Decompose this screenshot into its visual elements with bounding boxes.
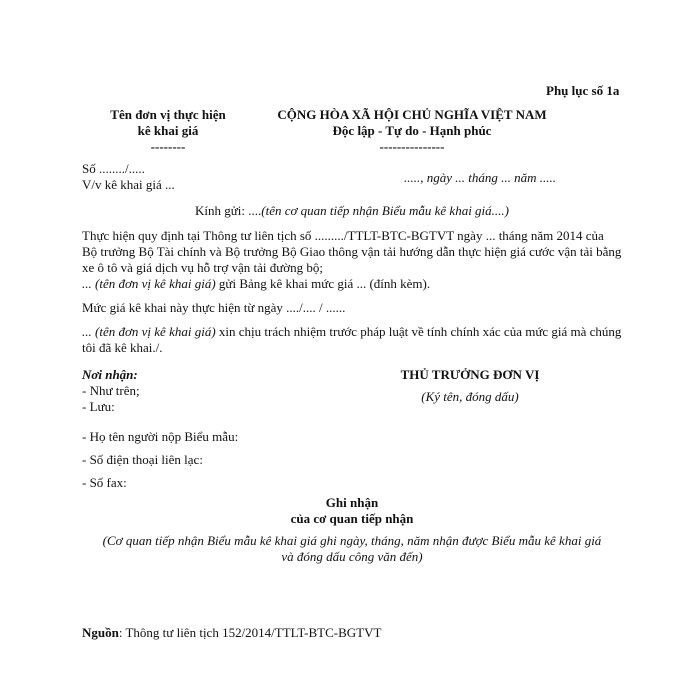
source-text: : Thông tư liên tịch 152/2014/TTLT-BTC-BGTVT (118, 625, 382, 640)
source-line (82, 625, 381, 641)
appendix-label: Phụ lục số 1a (546, 83, 620, 98)
receipt-subtitle: của cơ quan tiếp nhận (290, 511, 414, 526)
receipt-note-line1: (Cơ quan tiếp nhận Biểu mẫu kê khai giá ghi ngày, tháng, năm nhận được Biểu mẫu kê khai giá (102, 533, 602, 548)
recipient-item: - Như trên; (82, 383, 140, 398)
body-paragraph-4-text: xin chịu trách nhiệm trước pháp luật về tính chính xác của mức giá mà chúng tôi đã kê khai./. (82, 324, 622, 355)
document-subject: V/v kê khai giá ... (82, 177, 175, 192)
unit-name-line2: kê khai giá (137, 123, 199, 138)
salutation (82, 203, 622, 219)
recipients-title: Nơi nhận: (82, 367, 138, 382)
recipient-item: - Lưu: (82, 399, 115, 414)
unit-name-line1: Tên đơn vị thực hiện (110, 107, 226, 122)
body-paragraph-2-text: gửi Bảng kê khai mức giá ... (đính kèm). (215, 276, 431, 291)
signature-note: (Ký tên, đóng dấu) (421, 389, 519, 404)
signature-title: THỦ TRƯỞNG ĐƠN VỊ (400, 367, 540, 382)
unit-rule: -------- (150, 139, 186, 154)
salutation-prefix: Kính gửi: .... (194, 203, 262, 218)
body-paragraph-2 (82, 276, 622, 292)
republic-rule: --------------- (379, 139, 445, 154)
receipt-note-line2: và đóng dấu công văn đến) (281, 549, 423, 564)
submitter-phone: - Số điện thoại liên lạc: (82, 452, 203, 467)
body-paragraph-3: Mức giá kê khai này thực hiện từ ngày ..../.... / ...... (82, 300, 346, 315)
place-date-line: ....., ngày ... tháng ... năm ..... (404, 170, 557, 185)
republic-motto: Độc lập - Tự do - Hạnh phúc (332, 123, 492, 138)
submitter-name: - Họ tên người nộp Biểu mẫu: (82, 429, 239, 444)
salutation-recipient: (tên cơ quan tiếp nhận Biểu mẫu kê khai giá....) (261, 203, 510, 218)
source-label: Nguồn (82, 625, 119, 640)
submitter-fax: - Số fax: (82, 475, 127, 490)
unit-placeholder: ... (tên đơn vị kê khai giá) (82, 324, 216, 339)
receipt-title: Ghi nhận (325, 495, 379, 510)
unit-placeholder: ... (tên đơn vị kê khai giá) (82, 276, 216, 291)
body-paragraph-1: Thực hiện quy định tại Thông tư liên tịch số ........./TTLT-BTC-BGTVT ngày ... tháng năm 2014 của Bộ trưởng Bộ Tài chính và Bộ trưởng Bộ Giao thông vận tải hướng dẫn thực hiện giá cước vận tải bằng xe ô tô và giá dịch vụ hỗ trợ vận tải đường bộ; (82, 228, 622, 275)
republic-title: CỘNG HÒA XÃ HỘI CHỦ NGHĨA VIỆT NAM (277, 107, 547, 122)
body-paragraph-4 (82, 324, 622, 356)
document-number: Số ......../..... (82, 161, 145, 176)
